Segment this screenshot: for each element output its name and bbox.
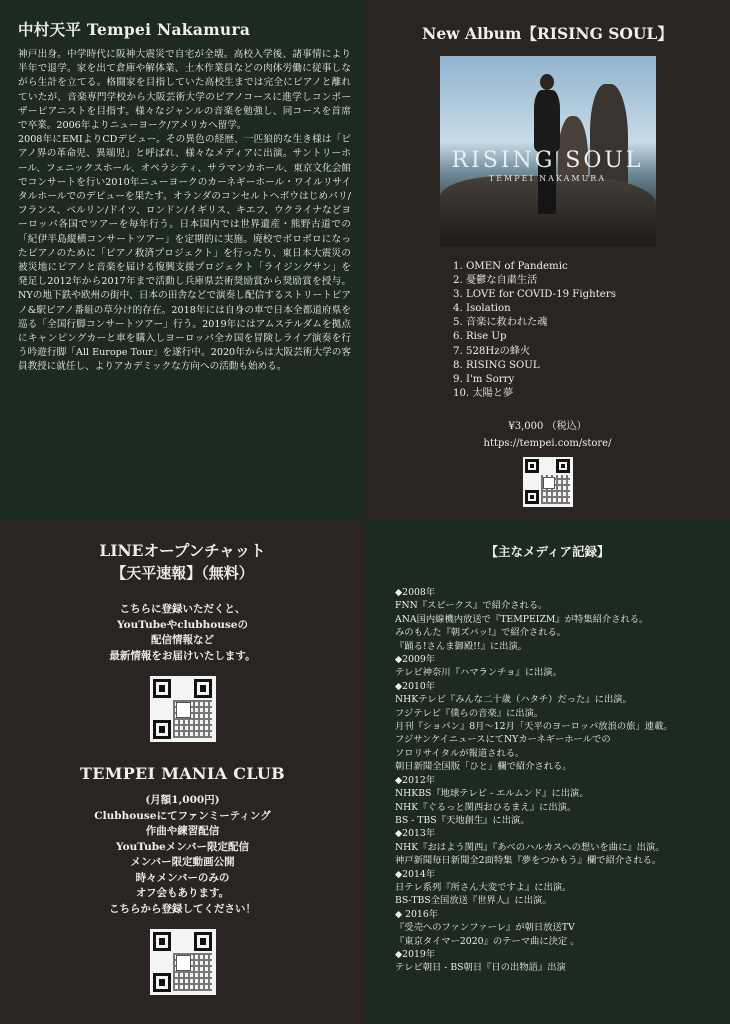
club-description: (月額1,000円) Clubhouseにてファンミーティング 作曲や練習配信 YouTubeメンバー限定配信 メンバー限定動画公開 時々メンバーのみの オフ会もあります。 こちらから登録してください！ — [94, 794, 271, 915]
album-cover-title: RISING SOUL — [451, 148, 644, 173]
media-entry: 『受売へのファンファーレ』が朝日放送TV — [395, 922, 575, 934]
media-entry: ANA国内線機内放送で『TEMPEIZM』が特集紹介される。 — [395, 613, 649, 625]
media-entry: NHK『おはよう関西』『あべのハルカスへの想いを曲に』出演。 — [395, 841, 665, 853]
track-item: 2. 憂鬱な自粛生活 — [453, 275, 538, 287]
club-qr-code[interactable] — [150, 929, 216, 995]
line-openchat-subtitle: 【天平速報】（無料） — [111, 564, 254, 582]
track-item: 10. 太陽と夢 — [453, 387, 514, 399]
media-panel — [365, 520, 730, 1024]
media-entry: 『踊る!さんま御殿!!』に出演。 — [395, 640, 528, 652]
line-club-panel — [0, 520, 365, 1024]
media-entry: フジサンケイニュースにてNYカーネギーホールでの — [395, 734, 611, 746]
track-item: 7. 528Hzの蜂火 — [453, 345, 531, 357]
line-qr-code[interactable] — [150, 676, 216, 742]
media-entry: テレビ朝日 - BS朝日『日の出物語』出演 — [395, 962, 566, 974]
media-title: 【主なメディア記録】 — [485, 544, 610, 559]
qr-logo-icon — [543, 477, 555, 489]
media-entry: フジテレビ『僕らの音楽』に出演。 — [395, 707, 544, 719]
line-description: こちらに登録いただくと、 YouTubeやclubhouseの 配信情報など 最新情報をお届けいたします。 — [109, 603, 256, 662]
club-title: TEMPEI MANIA CLUB — [80, 764, 285, 783]
bio-panel — [0, 0, 365, 520]
media-entry: NHKテレビ『みんな二十歳（ハタチ）だった』に出演。 — [395, 694, 632, 706]
media-entry: みのもんた『朝ズバッ!』で紹介される。 — [395, 627, 567, 639]
qr-logo-icon — [176, 955, 191, 970]
store-qr-code[interactable] — [523, 457, 573, 507]
line-openchat-title: LINEオープンチャット — [99, 541, 266, 560]
media-year: ◆2013年 — [395, 828, 436, 840]
media-entry: BS-TBS全国放送『世界人』に出演。 — [395, 895, 552, 907]
media-entry: NHK『ぐるっと関西おひるまえ』に出演。 — [395, 801, 577, 813]
media-entry: テレビ神奈川『ハマランチョ』に出演。 — [395, 667, 562, 679]
track-item: 1. OMEN of Pandemic — [453, 261, 568, 272]
media-entry: 月刊『ショパン』8月〜12月「天平のヨーロッパ放浪の旅」連載。 — [395, 721, 673, 733]
track-item: 9. I'm Sorry — [453, 373, 515, 385]
media-entry: NHKBS『地球テレビ - エルムンド』に出演。 — [395, 788, 589, 800]
album-price: ¥3,000 （税込） — [508, 420, 587, 432]
bio-paragraph: 神戸出身。中学時代に阪神大震災で自宅が全壊。高校入学後、諸事情により半年で退学。家を出て倉庫や解体業、土木作業員などの肉体労働に従事しながら生計を立てる。格闘家を目指していた高校生までは完全にピアノと離れていたが、音楽専門学校から大阪芸術大学のピアノコースに進学しコンポーザーピアニストを目指す。様々なジャンルの音楽を勉強し、同コースを首席で卒業。2006年よりニューヨーク/アメリカへ留学。 — [18, 49, 351, 132]
album-cover-subtitle: TEMPEI NAKAMURA — [488, 174, 607, 183]
media-entry: BS - TBS『天地創生』に出演。 — [395, 814, 530, 826]
track-item: 5. 音楽に救われた魂 — [453, 317, 548, 329]
media-year: ◆2008年 — [395, 587, 436, 598]
media-year: ◆2012年 — [395, 774, 436, 786]
media-entry: 日テレ系列『所さん大変ですよ』に出演。 — [395, 881, 572, 893]
media-entry: FNN『スピークス』で紹介される。 — [395, 600, 548, 612]
media-entry: ソロリサイタルが報道される。 — [395, 747, 525, 759]
media-year: ◆2014年 — [395, 868, 436, 880]
album-panel — [365, 0, 730, 520]
album-title: New Album【RISING SOUL】 — [422, 24, 673, 43]
media-entry: 神戸新聞毎日新聞全2面特集『夢をつかもう』欄で紹介される。 — [395, 855, 662, 867]
media-year: ◆ 2016年 — [395, 908, 439, 920]
media-entry: 朝日新聞全国版「ひと」欄で紹介される。 — [395, 761, 572, 773]
media-entry: 『東京タイマー2020』のテーマ曲に決定 。 — [395, 935, 580, 947]
track-list — [453, 260, 716, 401]
track-item: 8. RISING SOUL — [453, 359, 540, 371]
track-item: 6. Rise Up — [453, 331, 507, 343]
track-item: 4. Isolation — [453, 303, 511, 315]
album-cover-image — [440, 56, 656, 246]
line-logo-icon — [176, 702, 191, 717]
bio-paragraph: 2008年にEMIよりCDデビュー。その異色の経歴、一匹狼的な生き様は「ピアノ界の革命児、異端児」と呼ばれ、様々なメディアに出演。サントリーホール、フェニックスホール、オペラシティ、サラマンカホール、東京文化会館でコンサートを行い2010年ニューヨークのカーネギーホール・ワイルリサイタルホールでのデビューを果たす。オランダのコンセルトヘボウはじめパリ/フランス、ベルリン/ドイツ、ロンドン/イギリス、キエフ、ウクライナなどヨーロッパ各国でツアーを毎年行う。日本国内では世界遺産・熊野古道での「紀伊半島縦横コンサートツアー」を定期的に実施。廃校でボロボロになったピアノのために「ピアノ救済プロジェクト」を行ったり、東日本大震災の被災地にピアノと音楽を届ける復興支援プロジェクト「ライジングサン」を発足し2012年から2017年まで活動し兵庫県芸術奨励賞から奨励賞を授与。NYの地下鉄や欧州の街中、日本の田舎などで演奏し配信するストリートピアノ&駅ピアノ番組の草分け的存在。2018年には自身の車で日本全都道府県を巡る「全国行脚コンサートツアー」行う。2019年にはアムステルダムを拠点にキャンピングカーと車を購入しヨーロッパ全カ国を冒険しライブ演奏を行う吟遊行脚「All Europe Tour」を遂行中。2020年からは大阪芸術大学の客員教授に就任し、よりアカデミックな方向への活動も始める。 — [18, 134, 351, 373]
bio-text — [18, 48, 351, 375]
media-year: ◆2010年 — [395, 680, 436, 692]
store-url-link[interactable]: https://tempei.com/store/ — [483, 437, 612, 449]
bio-title: 中村天平 Tempei Nakamura — [18, 20, 251, 39]
media-list — [395, 586, 714, 975]
media-year: ◆2019年 — [395, 948, 436, 960]
track-item: 3. LOVE for COVID-19 Fighters — [453, 289, 616, 301]
media-year: ◆2009年 — [395, 654, 436, 666]
